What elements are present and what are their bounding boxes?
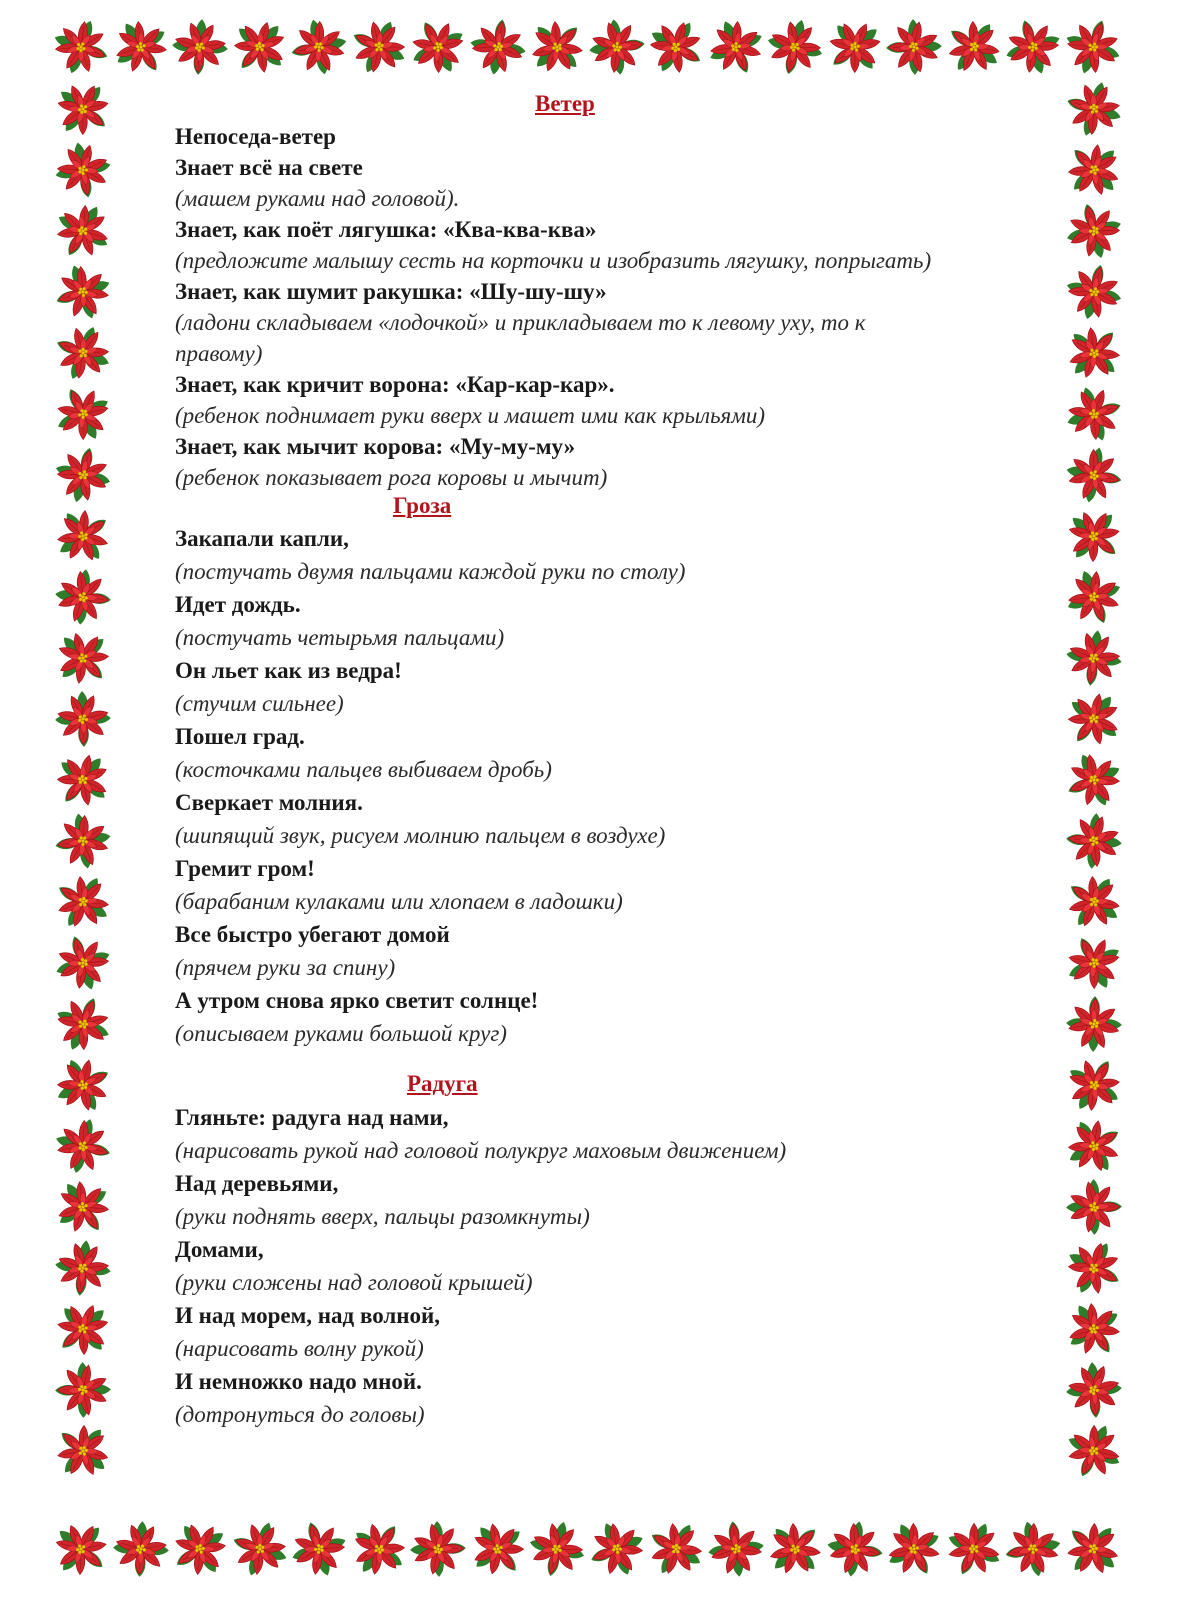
instruction-note: (руки сложены над головой крышей) xyxy=(175,1270,533,1295)
instruction-note: (шипящий звук, рисуем молнию пальцем в воздухе) xyxy=(175,823,666,848)
poinsettia-icon xyxy=(1065,1361,1123,1419)
verse-line: Домами, xyxy=(175,1237,264,1262)
poinsettia-icon xyxy=(1065,751,1123,809)
poinsettia-icon xyxy=(707,18,765,76)
poinsettia-icon xyxy=(766,1520,824,1578)
poinsettia-icon xyxy=(1004,1520,1062,1578)
instruction-note: (дотронуться до головы) xyxy=(175,1402,425,1427)
poinsettia-icon xyxy=(1065,1056,1123,1114)
poinsettia-icon xyxy=(1065,934,1123,992)
poinsettia-icon xyxy=(885,18,943,76)
poinsettia-icon xyxy=(54,812,112,870)
instruction-note: (руки поднять вверх, пальцы разомкнуты) xyxy=(175,1204,590,1229)
poinsettia-icon xyxy=(885,1520,943,1578)
poinsettia-icon xyxy=(588,1520,646,1578)
poinsettia-icon xyxy=(54,507,112,565)
poinsettia-icon xyxy=(707,1520,765,1578)
verse-line: Гремит гром! xyxy=(175,856,315,881)
poinsettia-icon xyxy=(52,1520,110,1578)
poinsettia-icon xyxy=(1065,80,1123,138)
poinsettia-icon xyxy=(290,18,348,76)
poinsettia-icon xyxy=(54,446,112,504)
verse-line: Он льет как из ведра! xyxy=(175,658,402,683)
poinsettia-icon xyxy=(231,18,289,76)
poinsettia-icon xyxy=(54,629,112,687)
poinsettia-icon xyxy=(54,751,112,809)
poinsettia-icon xyxy=(350,18,408,76)
instruction-note: (ребенок показывает рога коровы и мычит) xyxy=(175,465,608,490)
instruction-note: (описываем руками большой круг) xyxy=(175,1021,507,1046)
poinsettia-icon xyxy=(1065,1422,1123,1480)
verse-line: И над морем, над волной, xyxy=(175,1303,441,1328)
poinsettia-icon xyxy=(1065,568,1123,626)
poinsettia-icon xyxy=(1065,1117,1123,1175)
poinsettia-icon xyxy=(409,18,467,76)
poinsettia-icon xyxy=(54,1422,112,1480)
poinsettia-icon xyxy=(54,1239,112,1297)
poinsettia-icon xyxy=(54,568,112,626)
poinsettia-icon xyxy=(112,18,170,76)
poinsettia-icon xyxy=(350,1520,408,1578)
poinsettia-icon xyxy=(1065,507,1123,565)
poinsettia-icon xyxy=(54,690,112,748)
instruction-note: (барабаним кулаками или хлопаем в ладошки) xyxy=(175,889,623,914)
instruction-note: (ладони складываем «лодочкой» и прикладываем то к левому уху, то к xyxy=(175,310,866,335)
verse-line: И немножко надо мной. xyxy=(175,1369,422,1394)
verse-line: А утром снова ярко светит солнце! xyxy=(175,988,539,1013)
poinsettia-icon xyxy=(945,18,1003,76)
instruction-note: (предложите малышу сесть на корточки и изобразить лягушку, попрыгать) xyxy=(175,248,932,273)
poinsettia-icon xyxy=(54,1300,112,1358)
poinsettia-icon xyxy=(54,1361,112,1419)
poinsettia-icon xyxy=(171,1520,229,1578)
poinsettia-icon xyxy=(1065,690,1123,748)
poinsettia-icon xyxy=(54,1056,112,1114)
poinsettia-icon xyxy=(54,995,112,1053)
poinsettia-icon xyxy=(54,80,112,138)
instruction-note: (ребенок поднимает руки вверх и машет ими как крыльями) xyxy=(175,403,766,428)
poinsettia-icon xyxy=(1004,18,1062,76)
poinsettia-icon xyxy=(54,141,112,199)
verse-line: Знает, как кричит ворона: «Кар-кар-кар». xyxy=(175,372,615,397)
verse-line: Знает всё на свете xyxy=(175,155,363,180)
poinsettia-icon xyxy=(588,18,646,76)
poinsettia-icon xyxy=(54,385,112,443)
verse-line: Над деревьями, xyxy=(175,1171,339,1196)
poinsettia-icon xyxy=(1065,324,1123,382)
poinsettia-icon xyxy=(1065,141,1123,199)
verse-line: Непоседа-ветер xyxy=(175,124,336,149)
section-title: Ветер xyxy=(535,91,595,116)
instruction-note: (нарисовать рукой над головой полукруг маховым движением) xyxy=(175,1138,787,1163)
poinsettia-icon xyxy=(1064,1520,1122,1578)
verse-line: Пошел град. xyxy=(175,724,305,749)
poinsettia-icon xyxy=(1064,18,1122,76)
poinsettia-icon xyxy=(469,1520,527,1578)
instruction-note: (постучать двумя пальцами каждой руки по столу) xyxy=(175,559,686,584)
poinsettia-icon xyxy=(290,1520,348,1578)
verse-line: Сверкает молния. xyxy=(175,790,363,815)
poinsettia-icon xyxy=(469,18,527,76)
poinsettia-icon xyxy=(54,1117,112,1175)
poinsettia-icon xyxy=(1065,202,1123,260)
poinsettia-icon xyxy=(826,18,884,76)
poinsettia-icon xyxy=(766,18,824,76)
poinsettia-icon xyxy=(1065,1300,1123,1358)
poinsettia-icon xyxy=(826,1520,884,1578)
poinsettia-icon xyxy=(1065,263,1123,321)
poinsettia-icon xyxy=(647,1520,705,1578)
poinsettia-icon xyxy=(54,202,112,260)
poinsettia-icon xyxy=(54,263,112,321)
poinsettia-icon xyxy=(647,18,705,76)
instruction-note: (прячем руки за спину) xyxy=(175,955,396,980)
poinsettia-icon xyxy=(528,18,586,76)
verse-line: Знает, как шумит ракушка: «Шу-шу-шу» xyxy=(175,279,607,304)
poinsettia-icon xyxy=(409,1520,467,1578)
poinsettia-icon xyxy=(112,1520,170,1578)
instruction-note: (косточками пальцев выбиваем дробь) xyxy=(175,757,552,782)
poinsettia-icon xyxy=(1065,385,1123,443)
instruction-note: (нарисовать волну рукой) xyxy=(175,1336,424,1361)
poinsettia-icon xyxy=(52,18,110,76)
poinsettia-icon xyxy=(54,873,112,931)
poinsettia-icon xyxy=(945,1520,1003,1578)
poinsettia-icon xyxy=(231,1520,289,1578)
verse-line: Знает, как поёт лягушка: «Ква-ква-ква» xyxy=(175,217,597,242)
poinsettia-icon xyxy=(171,18,229,76)
poinsettia-icon xyxy=(1065,629,1123,687)
verse-line: Все быстро убегают домой xyxy=(175,922,450,947)
poinsettia-icon xyxy=(1065,446,1123,504)
poinsettia-icon xyxy=(1065,812,1123,870)
poinsettia-icon xyxy=(1065,1178,1123,1236)
instruction-note: (стучим сильнее) xyxy=(175,691,344,716)
poinsettia-icon xyxy=(1065,873,1123,931)
instruction-note: (машем руками над головой). xyxy=(175,186,460,211)
poinsettia-icon xyxy=(528,1520,586,1578)
verse-line: Гляньте: радуга над нами, xyxy=(175,1105,449,1130)
instruction-note: (постучать четырьмя пальцами) xyxy=(175,625,505,650)
instruction-note: правому) xyxy=(175,341,263,366)
section-title: Радуга xyxy=(407,1071,478,1096)
poinsettia-icon xyxy=(1065,995,1123,1053)
section-title: Гроза xyxy=(393,493,452,518)
verse-line: Знает, как мычит корова: «Му-му-му» xyxy=(175,434,576,459)
poinsettia-icon xyxy=(54,1178,112,1236)
poinsettia-icon xyxy=(54,324,112,382)
verse-line: Идет дождь. xyxy=(175,592,301,617)
verse-line: Закапали капли, xyxy=(175,526,349,551)
poinsettia-icon xyxy=(1065,1239,1123,1297)
poinsettia-icon xyxy=(54,934,112,992)
